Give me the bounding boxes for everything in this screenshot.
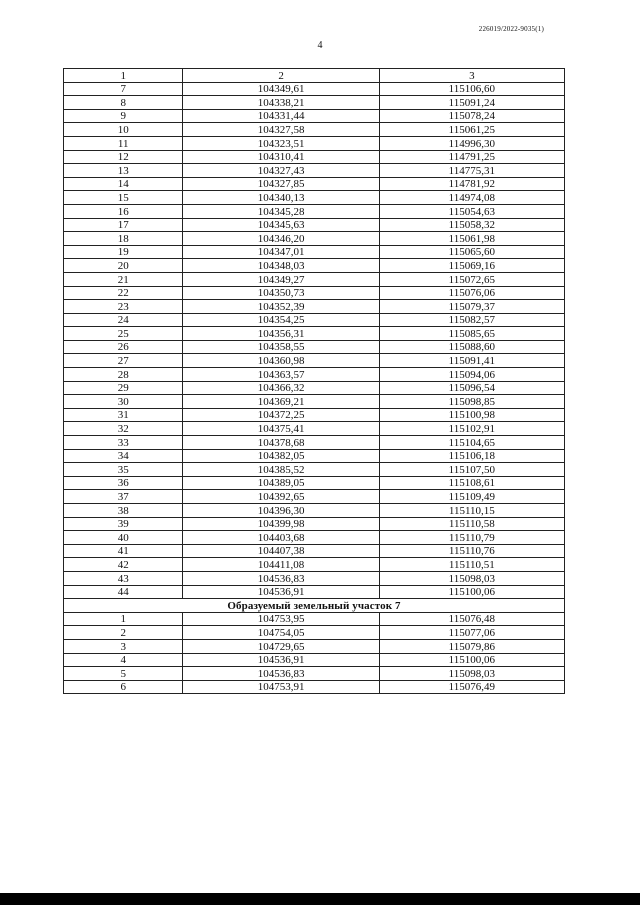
table-row — [64, 490, 565, 504]
table-row — [64, 354, 565, 368]
x-coordinate-cell: 104327,58 — [183, 123, 379, 137]
x-coordinate-cell: 104323,51 — [183, 136, 379, 150]
point-number-cell: 15 — [64, 191, 183, 205]
table-row — [64, 436, 565, 450]
y-coordinate-cell: 115069,16 — [379, 259, 564, 273]
y-coordinate-cell: 115065,60 — [379, 245, 564, 259]
table-row — [64, 340, 565, 354]
table-row — [64, 177, 565, 191]
point-number-cell: 35 — [64, 463, 183, 477]
x-coordinate-cell: 104392,65 — [183, 490, 379, 504]
y-coordinate-cell: 115100,06 — [379, 653, 564, 667]
x-coordinate-cell: 104407,38 — [183, 544, 379, 558]
point-number-cell: 20 — [64, 259, 183, 273]
y-coordinate-cell: 115076,48 — [379, 612, 564, 626]
point-number-cell: 43 — [64, 571, 183, 585]
section-header-row — [64, 599, 565, 613]
y-coordinate-cell: 115094,06 — [379, 368, 564, 382]
y-coordinate-cell: 115085,65 — [379, 327, 564, 341]
point-number-cell: 21 — [64, 272, 183, 286]
x-coordinate-cell: 104729,65 — [183, 639, 379, 653]
point-number-cell: 3 — [64, 639, 183, 653]
table-row — [64, 82, 565, 96]
table-row — [64, 517, 565, 531]
table-row — [64, 422, 565, 436]
x-coordinate-cell: 104753,91 — [183, 680, 379, 694]
table-row — [64, 544, 565, 558]
point-number-cell: 34 — [64, 449, 183, 463]
y-coordinate-cell: 114781,92 — [379, 177, 564, 191]
y-coordinate-cell: 115072,65 — [379, 272, 564, 286]
y-coordinate-cell: 115110,15 — [379, 504, 564, 518]
y-coordinate-cell: 115061,25 — [379, 123, 564, 137]
y-coordinate-cell: 115108,61 — [379, 476, 564, 490]
table-row — [64, 164, 565, 178]
section-table-row — [64, 653, 565, 667]
x-coordinate-cell: 104345,63 — [183, 218, 379, 232]
point-number-cell: 9 — [64, 109, 183, 123]
y-coordinate-cell: 115098,03 — [379, 667, 564, 681]
point-number-cell: 13 — [64, 164, 183, 178]
table-row — [64, 408, 565, 422]
point-number-cell: 23 — [64, 300, 183, 314]
section-table-row — [64, 639, 565, 653]
x-coordinate-cell: 104363,57 — [183, 368, 379, 382]
table-row — [64, 585, 565, 599]
x-coordinate-cell: 104352,39 — [183, 300, 379, 314]
x-coordinate-cell: 104354,25 — [183, 313, 379, 327]
y-coordinate-cell: 115096,54 — [379, 381, 564, 395]
x-coordinate-cell: 104358,55 — [183, 340, 379, 354]
x-coordinate-cell: 104536,83 — [183, 571, 379, 585]
column-header-1: 1 — [64, 69, 183, 83]
table-row — [64, 463, 565, 477]
table-row — [64, 259, 565, 273]
point-number-cell: 14 — [64, 177, 183, 191]
table-row — [64, 558, 565, 572]
x-coordinate-cell: 104348,03 — [183, 259, 379, 273]
x-coordinate-cell: 104349,27 — [183, 272, 379, 286]
x-coordinate-cell: 104399,98 — [183, 517, 379, 531]
section-title: Образуемый земельный участок 7 — [64, 599, 565, 613]
y-coordinate-cell: 115077,06 — [379, 626, 564, 640]
y-coordinate-cell: 115110,76 — [379, 544, 564, 558]
y-coordinate-cell: 114996,30 — [379, 136, 564, 150]
point-number-cell: 27 — [64, 354, 183, 368]
point-number-cell: 5 — [64, 667, 183, 681]
point-number-cell: 37 — [64, 490, 183, 504]
point-number-cell: 19 — [64, 245, 183, 259]
point-number-cell: 25 — [64, 327, 183, 341]
x-coordinate-cell: 104378,68 — [183, 436, 379, 450]
y-coordinate-cell: 115079,86 — [379, 639, 564, 653]
point-number-cell: 11 — [64, 136, 183, 150]
point-number-cell: 44 — [64, 585, 183, 599]
x-coordinate-cell: 104360,98 — [183, 354, 379, 368]
section-table-row — [64, 612, 565, 626]
point-number-cell: 33 — [64, 436, 183, 450]
point-number-cell: 28 — [64, 368, 183, 382]
y-coordinate-cell: 115106,18 — [379, 449, 564, 463]
y-coordinate-cell: 115082,57 — [379, 313, 564, 327]
x-coordinate-cell: 104346,20 — [183, 232, 379, 246]
table-row — [64, 368, 565, 382]
x-coordinate-cell: 104375,41 — [183, 422, 379, 436]
point-number-cell: 30 — [64, 395, 183, 409]
document-registration-number: 226019/2022-9035(1) — [478, 25, 544, 33]
section-table-row — [64, 667, 565, 681]
table-row — [64, 123, 565, 137]
point-number-cell: 1 — [64, 612, 183, 626]
table-row — [64, 504, 565, 518]
table-row — [64, 109, 565, 123]
point-number-cell: 42 — [64, 558, 183, 572]
x-coordinate-cell: 104753,95 — [183, 612, 379, 626]
x-coordinate-cell: 104396,30 — [183, 504, 379, 518]
point-number-cell: 22 — [64, 286, 183, 300]
table-row — [64, 232, 565, 246]
table-row — [64, 327, 565, 341]
x-coordinate-cell: 104369,21 — [183, 395, 379, 409]
x-coordinate-cell: 104411,08 — [183, 558, 379, 572]
table-row — [64, 136, 565, 150]
point-number-cell: 40 — [64, 531, 183, 545]
coordinates-table-body — [64, 69, 565, 694]
page-number: 4 — [317, 40, 323, 51]
point-number-cell: 39 — [64, 517, 183, 531]
coordinates-table — [63, 68, 565, 694]
table-row — [64, 313, 565, 327]
point-number-cell: 38 — [64, 504, 183, 518]
y-coordinate-cell: 115098,03 — [379, 571, 564, 585]
y-coordinate-cell: 115110,58 — [379, 517, 564, 531]
table-row — [64, 381, 565, 395]
x-coordinate-cell: 104338,21 — [183, 96, 379, 110]
y-coordinate-cell: 115078,24 — [379, 109, 564, 123]
point-number-cell: 2 — [64, 626, 183, 640]
y-coordinate-cell: 115104,65 — [379, 436, 564, 450]
y-coordinate-cell: 115110,51 — [379, 558, 564, 572]
table-row — [64, 272, 565, 286]
table-row — [64, 218, 565, 232]
column-header-3: 3 — [379, 69, 564, 83]
point-number-cell: 17 — [64, 218, 183, 232]
table-row — [64, 571, 565, 585]
y-coordinate-cell: 115100,06 — [379, 585, 564, 599]
point-number-cell: 4 — [64, 653, 183, 667]
y-coordinate-cell: 115091,24 — [379, 96, 564, 110]
x-coordinate-cell: 104366,32 — [183, 381, 379, 395]
y-coordinate-cell: 114791,25 — [379, 150, 564, 164]
y-coordinate-cell: 115054,63 — [379, 204, 564, 218]
section-table-row — [64, 626, 565, 640]
point-number-cell: 31 — [64, 408, 183, 422]
x-coordinate-cell: 104340,13 — [183, 191, 379, 205]
table-row — [64, 150, 565, 164]
x-coordinate-cell: 104754,05 — [183, 626, 379, 640]
point-number-cell: 7 — [64, 82, 183, 96]
y-coordinate-cell: 115106,60 — [379, 82, 564, 96]
point-number-cell: 12 — [64, 150, 183, 164]
table-row — [64, 96, 565, 110]
table-row — [64, 245, 565, 259]
column-header-2: 2 — [183, 69, 379, 83]
x-coordinate-cell: 104536,91 — [183, 585, 379, 599]
y-coordinate-cell: 115110,79 — [379, 531, 564, 545]
section-table-row — [64, 680, 565, 694]
x-coordinate-cell: 104536,83 — [183, 667, 379, 681]
table-row — [64, 449, 565, 463]
point-number-cell: 10 — [64, 123, 183, 137]
point-number-cell: 8 — [64, 96, 183, 110]
x-coordinate-cell: 104327,43 — [183, 164, 379, 178]
point-number-cell: 36 — [64, 476, 183, 490]
y-coordinate-cell: 115100,98 — [379, 408, 564, 422]
scan-bottom-border — [0, 893, 640, 905]
table-row — [64, 286, 565, 300]
y-coordinate-cell: 115076,06 — [379, 286, 564, 300]
x-coordinate-cell: 104350,73 — [183, 286, 379, 300]
x-coordinate-cell: 104382,05 — [183, 449, 379, 463]
y-coordinate-cell: 115058,32 — [379, 218, 564, 232]
x-coordinate-cell: 104372,25 — [183, 408, 379, 422]
x-coordinate-cell: 104349,61 — [183, 82, 379, 96]
x-coordinate-cell: 104536,91 — [183, 653, 379, 667]
table-row — [64, 395, 565, 409]
x-coordinate-cell: 104345,28 — [183, 204, 379, 218]
table-row — [64, 531, 565, 545]
x-coordinate-cell: 104347,01 — [183, 245, 379, 259]
y-coordinate-cell: 115098,85 — [379, 395, 564, 409]
y-coordinate-cell: 115091,41 — [379, 354, 564, 368]
y-coordinate-cell: 114775,31 — [379, 164, 564, 178]
x-coordinate-cell: 104327,85 — [183, 177, 379, 191]
y-coordinate-cell: 115061,98 — [379, 232, 564, 246]
y-coordinate-cell: 115088,60 — [379, 340, 564, 354]
point-number-cell: 18 — [64, 232, 183, 246]
table-row — [64, 476, 565, 490]
point-number-cell: 24 — [64, 313, 183, 327]
table-row — [64, 204, 565, 218]
y-coordinate-cell: 115079,37 — [379, 300, 564, 314]
point-number-cell: 29 — [64, 381, 183, 395]
y-coordinate-cell: 115109,49 — [379, 490, 564, 504]
y-coordinate-cell: 115076,49 — [379, 680, 564, 694]
point-number-cell: 41 — [64, 544, 183, 558]
x-coordinate-cell: 104310,41 — [183, 150, 379, 164]
point-number-cell: 6 — [64, 680, 183, 694]
y-coordinate-cell: 115102,91 — [379, 422, 564, 436]
x-coordinate-cell: 104389,05 — [183, 476, 379, 490]
x-coordinate-cell: 104331,44 — [183, 109, 379, 123]
table-row — [64, 300, 565, 314]
point-number-cell: 32 — [64, 422, 183, 436]
x-coordinate-cell: 104385,52 — [183, 463, 379, 477]
y-coordinate-cell: 114974,08 — [379, 191, 564, 205]
table-header-row — [64, 69, 565, 83]
x-coordinate-cell: 104356,31 — [183, 327, 379, 341]
y-coordinate-cell: 115107,50 — [379, 463, 564, 477]
x-coordinate-cell: 104403,68 — [183, 531, 379, 545]
table-row — [64, 191, 565, 205]
point-number-cell: 26 — [64, 340, 183, 354]
point-number-cell: 16 — [64, 204, 183, 218]
